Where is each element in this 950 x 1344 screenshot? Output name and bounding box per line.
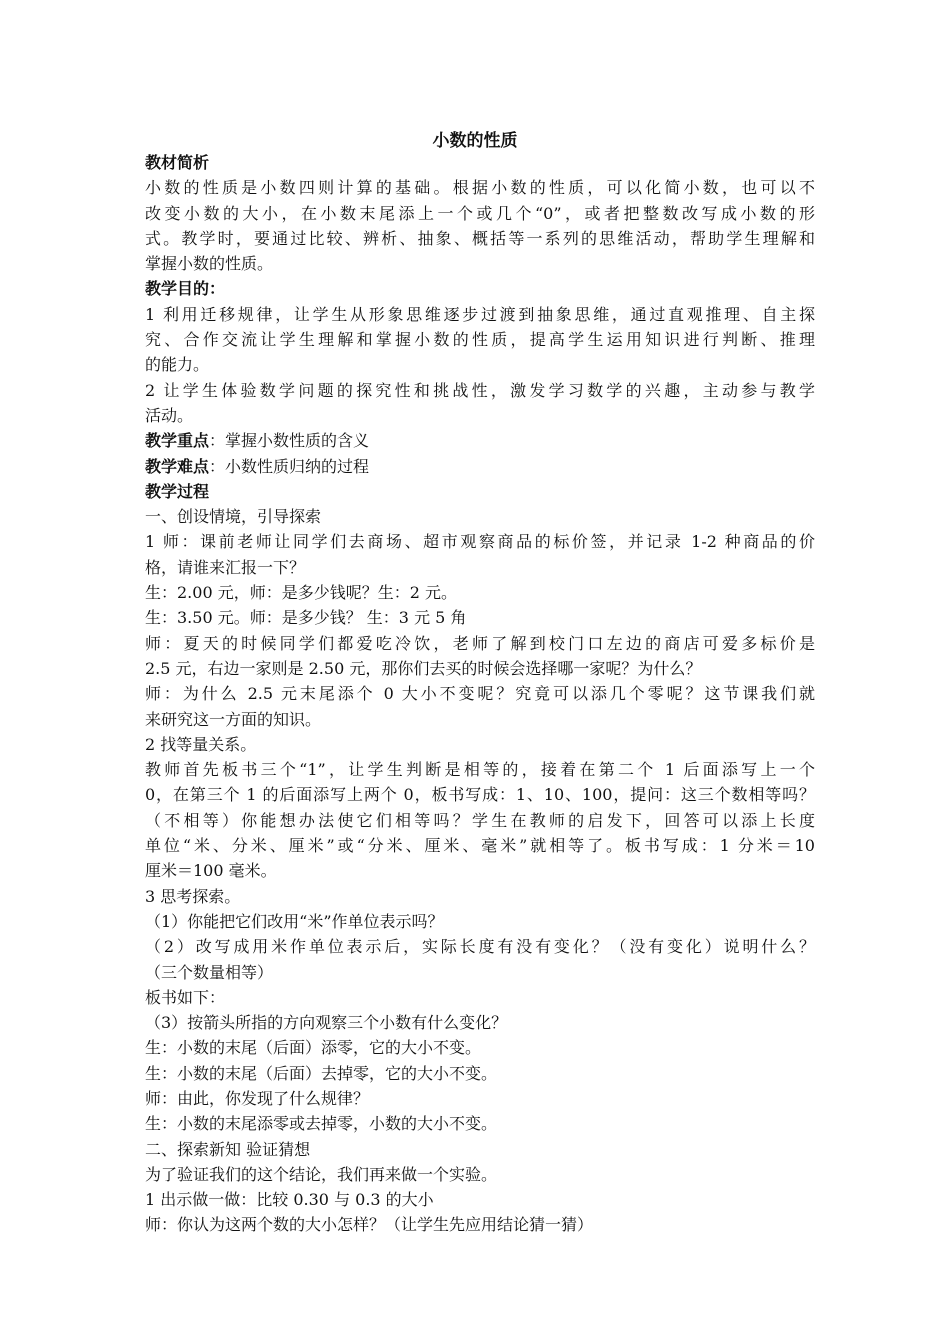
text-line: 1 师：课前老师让同学们去商场、超市观察商品的标价签，并记录 1-2 种商品的价 bbox=[145, 532, 815, 552]
text-line: 生：小数的末尾（后面）去掉零，它的大小不变。 bbox=[145, 1063, 498, 1083]
text-line: 小数的性质是小数四则计算的基础。根据小数的性质，可以化简小数，也可以不 bbox=[145, 178, 815, 198]
text-line: 单位“米、分米、厘米”或“分米、厘米、毫米”就相等了。板书写成：1 分米＝10 bbox=[145, 836, 815, 856]
text-line: （2）改写成用米作单位表示后，实际长度有没有变化？（没有变化）说明什么？ bbox=[145, 937, 815, 957]
inline-label: 教学难点 bbox=[145, 456, 210, 476]
text-line: 生：3.50 元。师：是多少钱？ 生：3 元 5 角 bbox=[145, 608, 467, 628]
text-line: 2.5 元，右边一家则是 2.50 元，那你们去买的时候会选择哪一家呢？为什么？ bbox=[145, 658, 702, 678]
text-line: 究、合作交流让学生理解和掌握小数的性质，提高学生运用知识进行判断、推理 bbox=[145, 330, 815, 350]
text-line: 厘米＝100 毫米。 bbox=[145, 861, 277, 881]
inline-text: ：掌握小数性质的含义 bbox=[209, 431, 370, 451]
text-line: 的能力。 bbox=[145, 355, 210, 375]
text-line: 来研究这一方面的知识。 bbox=[145, 709, 322, 729]
text-line: 掌握小数的性质。 bbox=[145, 254, 274, 274]
text-line: 格，请谁来汇报一下？ bbox=[145, 557, 306, 577]
text-line: 1 出示做一做：比较 0.30 与 0.3 的大小 bbox=[145, 1190, 434, 1210]
text-line: 1 利用迁移规律，让学生从形象思维逐步过渡到抽象思维，通过直观推理、自主探 bbox=[145, 304, 815, 324]
inline-text: ：小数性质归纳的过程 bbox=[209, 456, 370, 476]
text-line: （三个数量相等） bbox=[145, 962, 274, 982]
section-heading: 教学目的： bbox=[145, 279, 226, 299]
text-line: 活动。 bbox=[145, 405, 194, 425]
text-line: 教师首先板书三个“1”，让学生判断是相等的，接着在第二个 1 后面添写上一个 bbox=[145, 760, 815, 780]
text-line: 生：2.00 元，师：是多少钱呢？生：2 元。 bbox=[145, 583, 457, 603]
text-line: 师：你认为这两个数的大小怎样？（让学生先应用结论猜一猜） bbox=[145, 1215, 594, 1235]
text-line: 二、探索新知 验证猜想 bbox=[145, 1139, 311, 1159]
document-title: 小数的性质 bbox=[432, 131, 518, 151]
text-line bbox=[145, 454, 815, 479]
text-line: 为了验证我们的这个结论，我们再来做一个实验。 bbox=[145, 1164, 498, 1184]
text-line: 师：夏天的时候同学们都爱吃冷饮，老师了解到校门口左边的商店可爱多标价是 bbox=[145, 633, 815, 653]
text-line: 一、创设情境，引导探索 bbox=[145, 507, 322, 527]
text-line: 师：由此，你发现了什么规律？ bbox=[145, 1088, 370, 1108]
section-heading: 教材简析 bbox=[145, 153, 210, 172]
text-line: 生：小数的末尾添零或去掉零，小数的大小不变。 bbox=[145, 1114, 498, 1134]
text-line: 式。教学时，要通过比较、辨析、抽象、概括等一系列的思维活动，帮助学生理解和 bbox=[145, 228, 815, 248]
text-line: （1）你能把它们改用“米”作单位表示吗？ bbox=[145, 911, 444, 931]
text-line: （3）按箭头所指的方向观察三个小数有什么变化？ bbox=[145, 1013, 508, 1033]
text-line: 师：为什么 2.5 元末尾添个 0 大小不变呢？究竟可以添几个零呢？这节课我们就 bbox=[145, 684, 815, 704]
text-line: 板书如下： bbox=[145, 987, 226, 1007]
text-line: （不相等）你能想办法使它们相等吗？学生在教师的启发下，回答可以添上长度 bbox=[145, 810, 815, 830]
text-line: 2 让学生体验数学问题的探究性和挑战性，激发学习数学的兴趣，主动参与教学 bbox=[145, 380, 815, 400]
inline-label: 教学重点 bbox=[145, 431, 210, 451]
text-line: 2 找等量关系。 bbox=[145, 734, 257, 754]
text-line: 0，在第三个 1 的后面添写上两个 0，板书写成：1、10、100，提问：这三个数相等吗？ bbox=[145, 785, 815, 805]
text-line: 改变小数的大小，在小数末尾添上一个或几个“0”，或者把整数改写成小数的形 bbox=[145, 203, 815, 223]
document-body bbox=[145, 150, 815, 1238]
text-line: 生：小数的末尾（后面）添零，它的大小不变。 bbox=[145, 1038, 482, 1058]
text-line: 3 思考探索。 bbox=[145, 886, 241, 906]
section-heading: 教学过程 bbox=[145, 481, 210, 501]
text-line bbox=[145, 428, 815, 453]
